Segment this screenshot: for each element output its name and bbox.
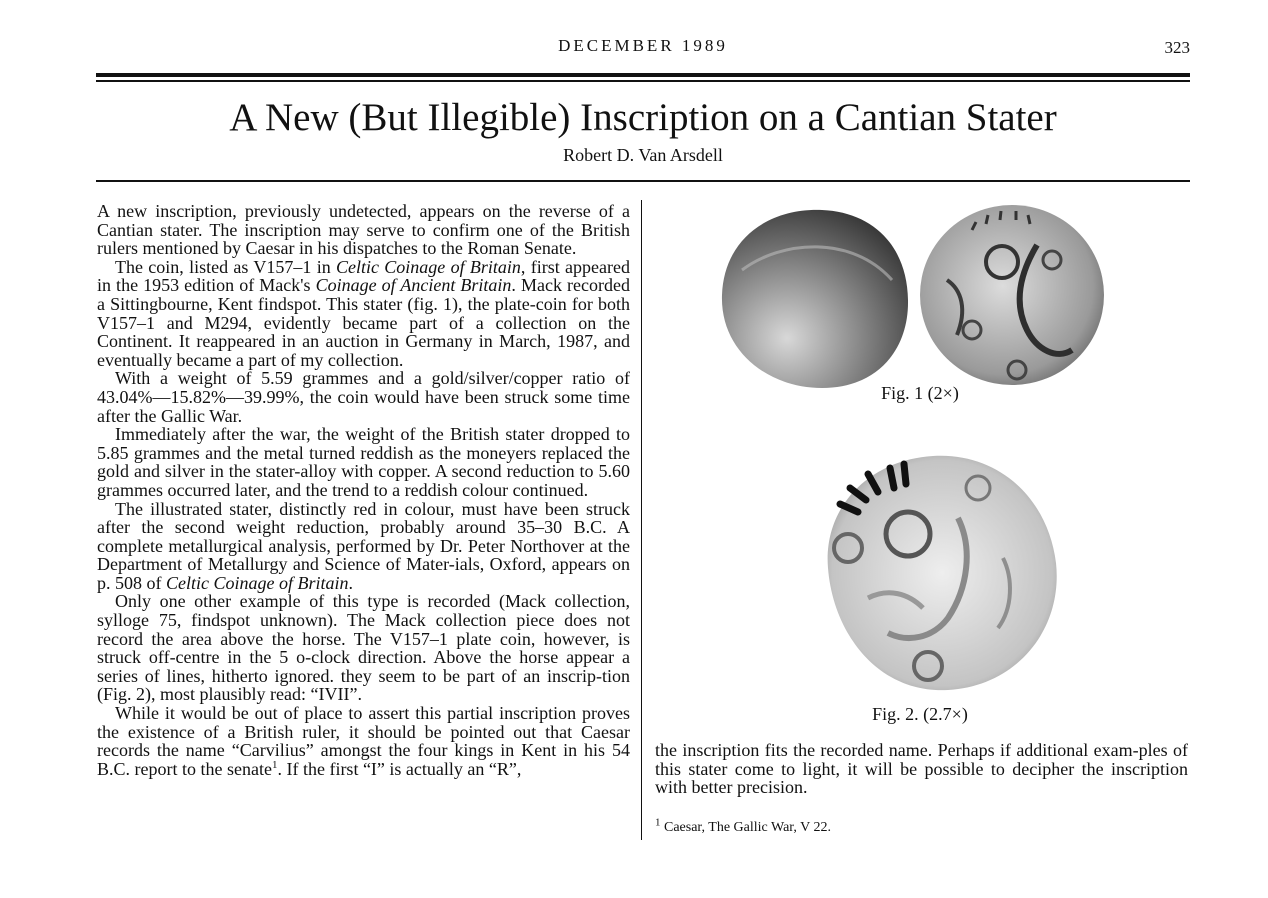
- paragraph-after-war: Immediately after the war, the weight of the British stater dropped to 5.85 grammes and the metal turned reddish as the moneyers replaced the gold and silver in the stater-alloy with copper. A second reduction to 5.60 grammes occurred later, and the trend to a reddish colour continued.: [97, 424, 630, 500]
- footnote-marker: 1: [655, 816, 661, 829]
- title-rule: [96, 180, 1190, 182]
- figure-1-caption: Fig. 1 (2×): [881, 383, 959, 403]
- paragraph-continuation: the inscription fits the recorded name. Perhaps if additional exam-ples of this stater come to light, it will be possible to decipher the inscription with better precision.: [655, 740, 1188, 798]
- figure-2-caption: Fig. 2. (2.7×): [872, 704, 968, 724]
- footnote-text: Caesar, The Gallic War, V 22.: [664, 820, 832, 835]
- running-head: DECEMBER 1989: [558, 36, 728, 55]
- page-number: 323: [1164, 38, 1190, 57]
- paragraph-weight: With a weight of 5.59 grammes and a gold/silver/copper ratio of 43.04%—15.82%—39.99%, the coin would have been struck some time after the Gallic War.: [97, 368, 630, 426]
- left-column: [97, 202, 630, 778]
- paragraph-coin-listing: The coin, listed as V157–1 in Celtic Coinage of Britain, first appeared in the 1953 edition of Mack's Coinage of Ancient Britain. Mack recorded a Sittingbourne, Kent findspot. This stater (fig. 1), the plate-coin for both V157–1 and M294, evidently became part of a collection on the Continent. It reappeared in an auction in Germany in March, 1987, and eventually became a part of my collection.: [97, 256, 630, 370]
- header-rule-thin: [96, 80, 1190, 82]
- paragraph-mack-collection: Only one other example of this type is recorded (Mack collection, sylloge 75, findspot unknown). The Mack collection piece does not record the area above the horse. The V157–1 plate coin, however, is struck off-centre in the 5 o-clock direction. Above the horse appear a series of lines, hitherto ignored. they seem to be part of an inscrip-tion (Fig. 2), most plausibly read: “IVII”.: [97, 591, 630, 705]
- paragraph-carvilius: While it would be out of place to assert this partial inscription proves the existence of a British ruler, it should be pointed out that Caesar records the name “Carvilius” amongst the four kings in Kent in his 54 B.C. report to the senate$^1$. If the first “I” is actually an “R”,: [97, 703, 630, 779]
- column-divider: [641, 200, 642, 840]
- figure-1-coins: [712, 200, 1122, 400]
- paragraph-intro: A new inscription, previously undetected, appears on the reverse of a Cantian stater. The inscription may serve to confirm one of the British rulers mentioned by Caesar in his dispatches to the Roman Senate.: [97, 201, 630, 259]
- right-column: [655, 741, 1188, 797]
- figure-2-coin: [808, 448, 1068, 698]
- footnote-ref: 1: [271, 758, 278, 771]
- article-author: Robert D. Van Arsdell: [563, 145, 723, 165]
- paragraph-illustrated-stater: The illustrated stater, distinctly red in colour, must have been struck after the second weight reduction, probably around 35–30 B.C. A complete metallurgical analysis, performed by Dr. Peter Northover at the Department of Metallurgy and Science of Mater-ials, Oxford, appears on p. 508 of Celtic Coinage of Britain.: [97, 498, 630, 593]
- coin-reverse: [920, 205, 1104, 385]
- header-rule-thick: [96, 73, 1190, 77]
- footnote: [655, 816, 1175, 836]
- coin-obverse: [722, 210, 908, 388]
- article-title: A New (But Illegible) Inscription on a Cantian Stater: [229, 96, 1057, 139]
